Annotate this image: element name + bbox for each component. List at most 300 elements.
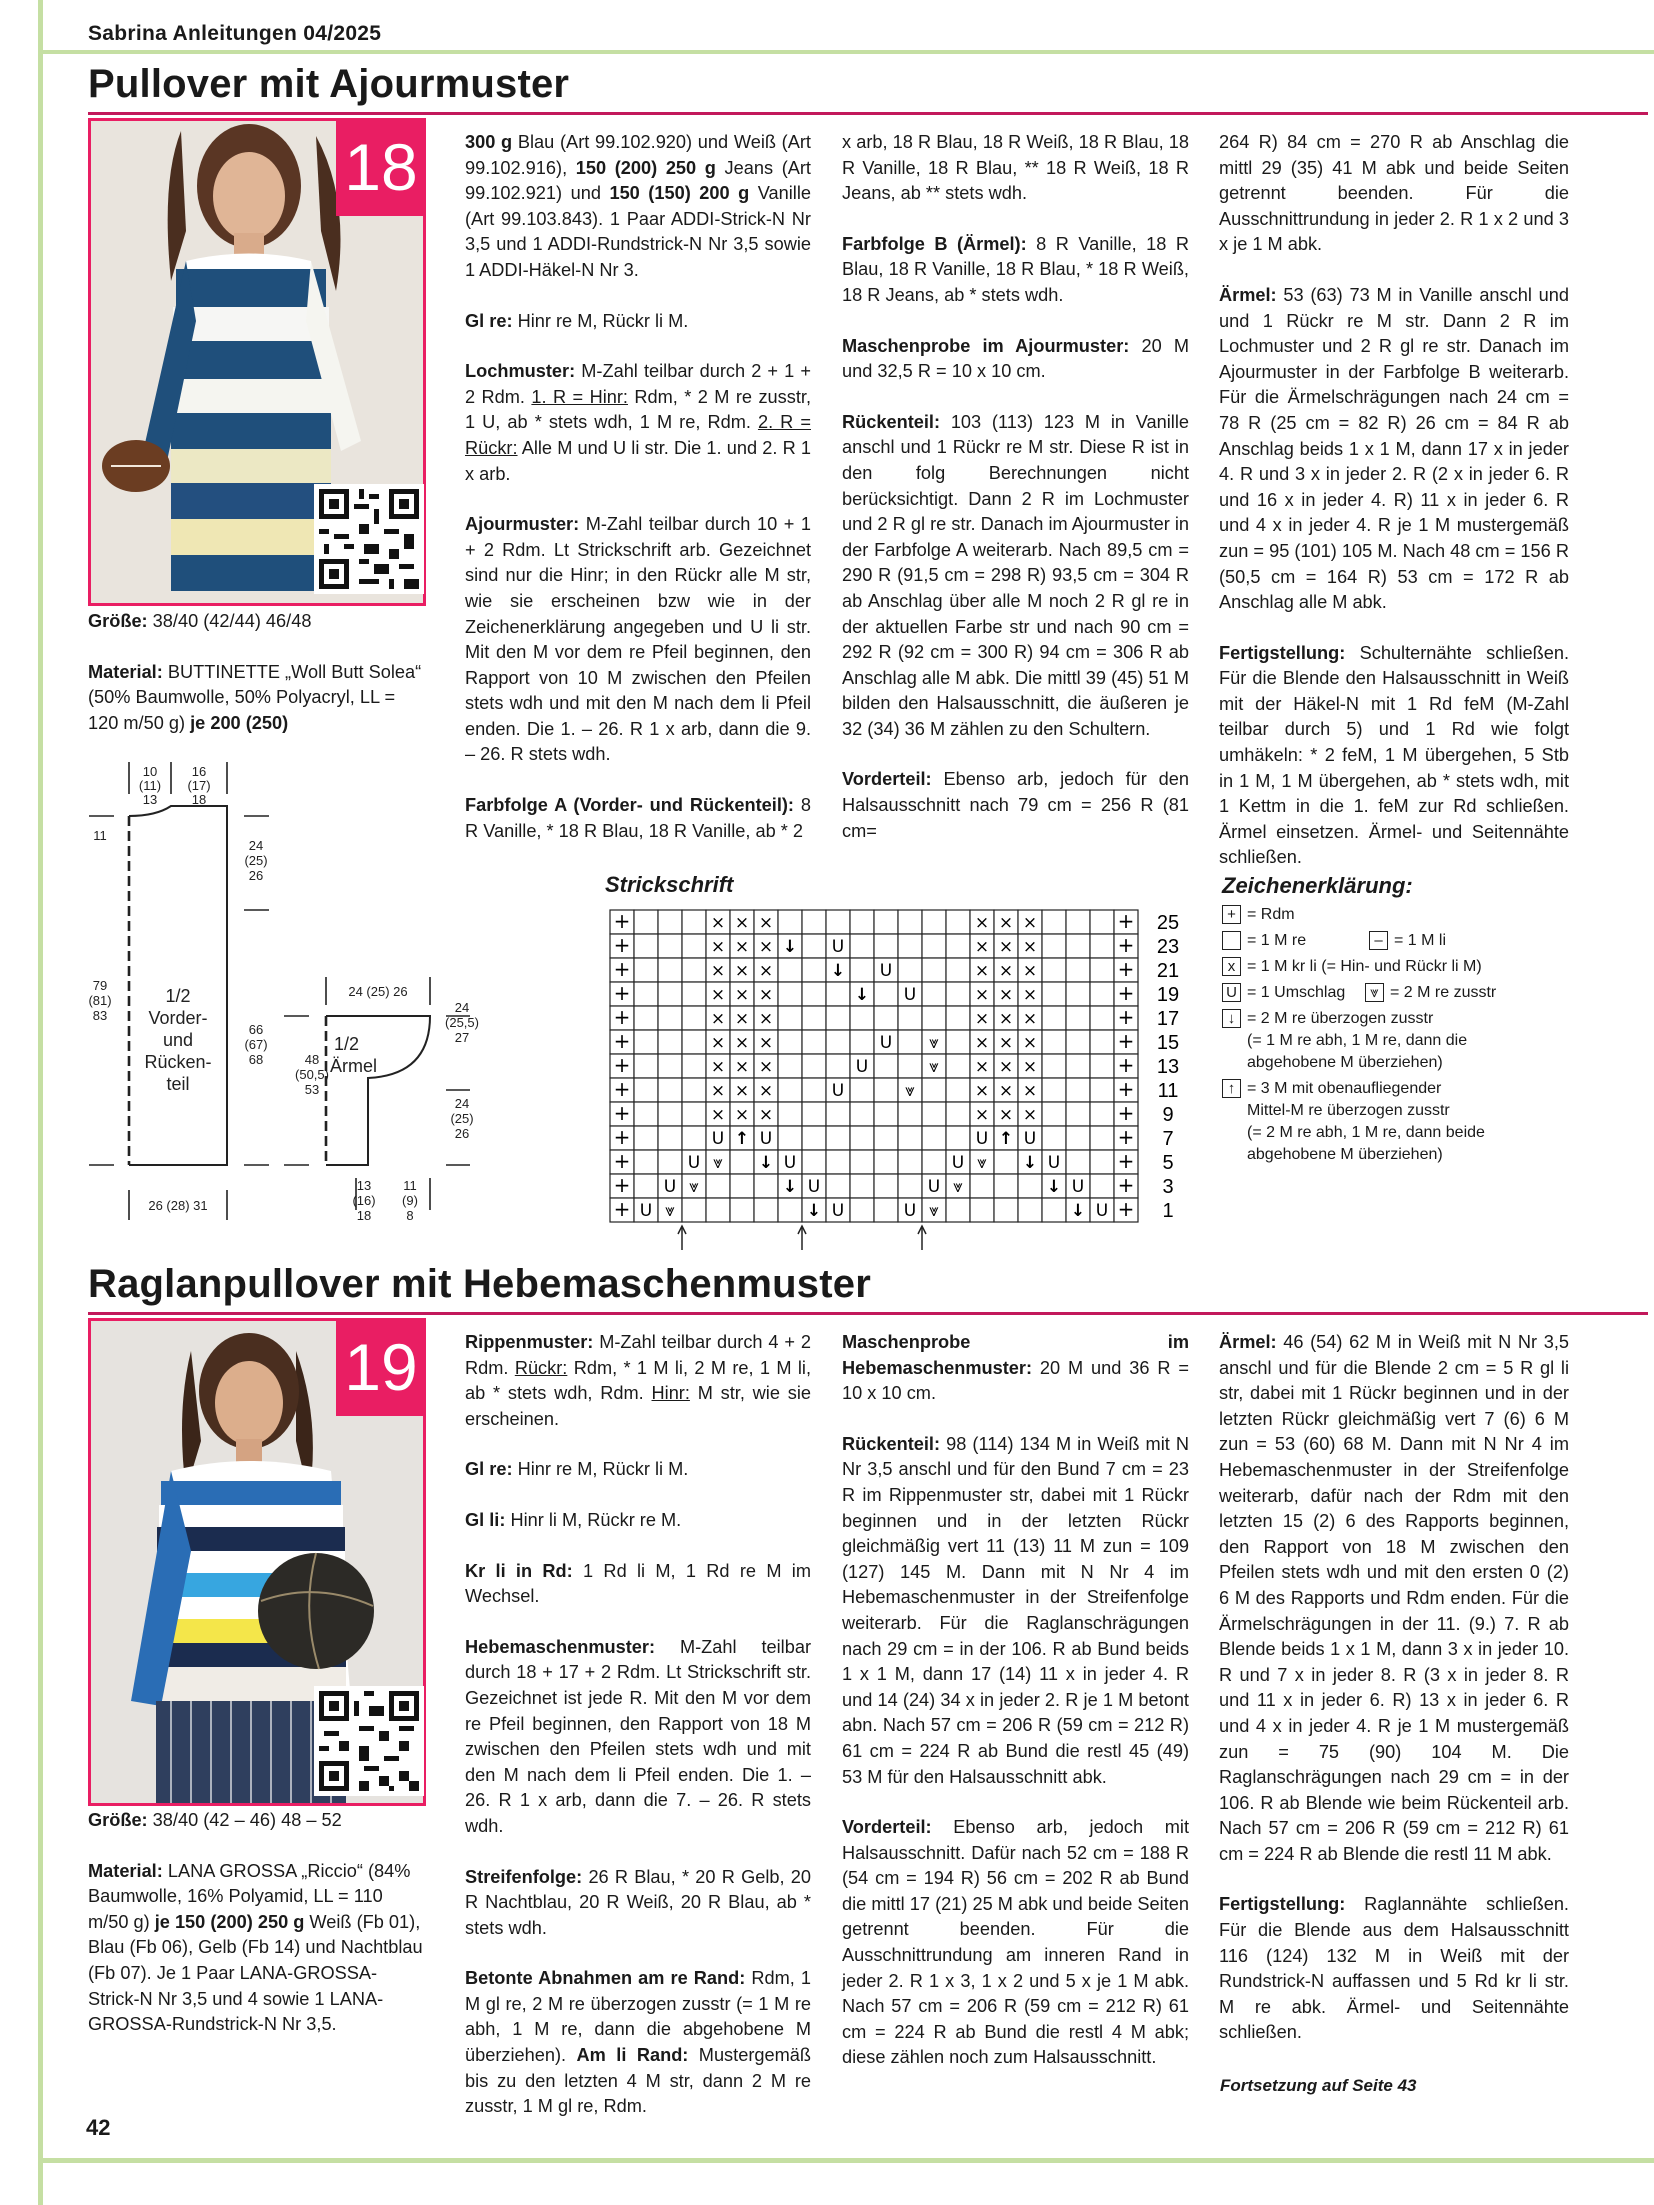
chart-cell-kr-li bbox=[730, 1030, 754, 1054]
aermel-label: Ärmel: bbox=[1219, 284, 1277, 305]
svg-text:+: + bbox=[613, 1029, 631, 1053]
schema-sleeve-right-b-1: (25) bbox=[450, 1111, 474, 1126]
chart-cell-umschlag bbox=[778, 1150, 802, 1174]
glre-text: Hinr re M, Rückr li M. bbox=[512, 310, 689, 331]
magazine-header: Sabrina Anleitungen 04/2025 bbox=[88, 22, 382, 45]
material-text-b: Weiß (Fb 01), Blau (Fb 06), Gelb (Fb 14) und Nachtblau (Fb 07). Je 1 Paar LANA-GROSSA-Strick-N Nr 3,5 und 4 sowie 1 LANA-GROSSA-Rundstrick-N Nr 3,5. bbox=[88, 1911, 423, 2035]
pattern-18-column-2 bbox=[842, 130, 1189, 844]
chart-cell-re bbox=[826, 1102, 850, 1126]
yarn-text-3: Vanille (Art 99.103.843). 1 Paar ADDI-Strick-N Nr 3,5 und 1 ADDI-Rundstrick-N Nr 3,5 sowie 1 ADDI-Häkel-N Nr 3. bbox=[465, 183, 811, 280]
svg-text:×: × bbox=[974, 937, 990, 957]
chart-cell-ueberzogen bbox=[778, 934, 802, 958]
chart-cell-re bbox=[682, 1198, 706, 1222]
chart-cell-re bbox=[1042, 1006, 1066, 1030]
svg-text:11(9)8 bbox=[402, 1178, 418, 1223]
schema-sleeve-right-a-1: (25,5) bbox=[445, 1015, 479, 1030]
svg-text:U: U bbox=[663, 1177, 677, 1197]
glre-label: Gl re: bbox=[465, 310, 513, 331]
pattern-19-column-2 bbox=[842, 1330, 1189, 2071]
schema-body-label-0: 1/2 bbox=[165, 986, 191, 1006]
size-label: Größe: bbox=[88, 611, 148, 631]
pattern-19-qr-code[interactable] bbox=[314, 1686, 424, 1796]
chart-cell-re bbox=[922, 982, 946, 1006]
pattern-18-column-1 bbox=[465, 130, 811, 844]
chart-cell-re bbox=[634, 1054, 658, 1078]
chart-cell-kr-li bbox=[970, 1054, 994, 1078]
lochmuster-row-1: 1. R = Hinr: bbox=[531, 386, 628, 407]
chart-cell-kr-li bbox=[754, 982, 778, 1006]
legend-title: Zeichenerklärung: bbox=[1222, 873, 1413, 898]
rueckenteil-label: Rückenteil: bbox=[842, 1433, 941, 1454]
schema-sleeve-right-a-2: 27 bbox=[454, 1030, 470, 1045]
chart-cell-ueberzogen bbox=[778, 1174, 802, 1198]
chart-cell-kr-li bbox=[994, 982, 1018, 1006]
chart-cell-re bbox=[658, 982, 682, 1006]
svg-text:×: × bbox=[734, 1033, 750, 1053]
chart-cell-re bbox=[754, 1198, 778, 1222]
chart-cell-kr-li bbox=[730, 1102, 754, 1126]
chart-cell-kr-li bbox=[706, 1054, 730, 1078]
svg-text:×: × bbox=[734, 1057, 750, 1077]
chart-cell-re bbox=[802, 934, 826, 958]
chart-cell-re bbox=[730, 1198, 754, 1222]
rippenmuster-text-c: M str, wie sie erscheinen. bbox=[465, 1383, 811, 1429]
glli-text: Hinr li M, Rückr re M. bbox=[505, 1509, 682, 1530]
chart-cell-umschlag bbox=[1090, 1198, 1114, 1222]
chart-cell-re bbox=[826, 1150, 850, 1174]
plus-symbol-icon: + bbox=[1222, 905, 1241, 924]
yarn-amount-1: 300 g bbox=[465, 132, 513, 152]
chart-cell-umschlag bbox=[874, 958, 898, 982]
chart-cell-re bbox=[874, 1174, 898, 1198]
svg-text:×: × bbox=[734, 913, 750, 933]
vorderteil-continued: 264 R) 84 cm = 270 R ab Anschlag die mittl 29 (35) 41 M abk und beide Seiten getrennt beenden. Für die Ausschnittrundung in jeder 2. R 1 x 2 und 3 x je 1 M abk. bbox=[1219, 132, 1569, 255]
svg-text:+: + bbox=[1117, 1197, 1135, 1221]
svg-text:×: × bbox=[758, 1009, 774, 1029]
svg-text:×: × bbox=[974, 913, 990, 933]
schema-left-mid-2: 83 bbox=[92, 1008, 108, 1023]
chart-cell-re bbox=[874, 910, 898, 934]
chart-cell-re bbox=[1042, 1030, 1066, 1054]
svg-text:U: U bbox=[1071, 1177, 1085, 1197]
material-amount: je 200 (250) bbox=[190, 712, 289, 733]
chart-cell-re bbox=[898, 1150, 922, 1174]
chart-cell-re bbox=[1066, 958, 1090, 982]
maschenprobe-label: Maschenprobe im Hebemaschenmuster: bbox=[842, 1332, 1189, 1378]
rippenmuster-text-b: Rdm, * 1 M li, 2 M re, 1 M li, ab * stets wdh, Rdm. bbox=[465, 1357, 812, 1404]
chart-cell-re bbox=[682, 982, 706, 1006]
svg-text:U: U bbox=[879, 1033, 893, 1053]
down-arrow-icon: ↓ bbox=[1222, 1009, 1241, 1028]
lochmuster-text-c: Alle M und U li str. Die 1. und 2. R 1 x arb. bbox=[465, 437, 811, 484]
chart-cell-re bbox=[850, 1102, 874, 1126]
schema-sleeve-bottom-b-2: 8 bbox=[406, 1208, 414, 1223]
chart-cell-re bbox=[874, 1054, 898, 1078]
chart-cell-re-zusstr bbox=[946, 1174, 970, 1198]
chart-cell-re-zusstr bbox=[970, 1150, 994, 1174]
chart-cell-kr-li bbox=[994, 1006, 1018, 1030]
svg-text:×: × bbox=[974, 1105, 990, 1125]
svg-text:+: + bbox=[1117, 1149, 1135, 1173]
svg-text:×: × bbox=[1022, 1033, 1038, 1053]
chart-cell-ueberzogen bbox=[1018, 1150, 1042, 1174]
svg-text:↓: ↓ bbox=[758, 1153, 774, 1173]
svg-text:×: × bbox=[1022, 1009, 1038, 1029]
svg-text:×: × bbox=[974, 1009, 990, 1029]
chart-cell-re bbox=[634, 1126, 658, 1150]
chart-cell-re bbox=[898, 958, 922, 982]
svg-text:66(67)68 bbox=[244, 1022, 267, 1067]
schema-body-label-4: teil bbox=[166, 1074, 190, 1094]
chart-cell-umschlag bbox=[826, 1198, 850, 1222]
svg-text:U: U bbox=[903, 1201, 917, 1221]
svg-text:+: + bbox=[1117, 1005, 1135, 1029]
material-label: Material: bbox=[88, 661, 163, 682]
chart-cell-re bbox=[682, 934, 706, 958]
svg-text:×: × bbox=[758, 937, 774, 957]
svg-text:×: × bbox=[974, 961, 990, 981]
lochmuster-text-b: Rdm, * 2 M re zusstr, 1 U, ab * stets wdh, 1 M re, Rdm. bbox=[465, 386, 811, 433]
chart-cell-re bbox=[1042, 1126, 1066, 1150]
svg-text:×: × bbox=[1022, 1105, 1038, 1125]
svg-text:+: + bbox=[1117, 933, 1135, 957]
schema-sleeve-left-0: 48 bbox=[304, 1052, 320, 1067]
svg-text:↑: ↑ bbox=[734, 1129, 750, 1149]
svg-text:⩔: ⩔ bbox=[713, 1153, 723, 1173]
chart-cell-umschlag bbox=[970, 1126, 994, 1150]
chart-cell-kr-li bbox=[1018, 934, 1042, 958]
legend-zusstr: = 2 M re zusstr bbox=[1390, 984, 1497, 1001]
chart-cell-re bbox=[1066, 1126, 1090, 1150]
chart-cell-re bbox=[946, 982, 970, 1006]
chart-cell-kr-li bbox=[754, 910, 778, 934]
chart-cell-re bbox=[850, 1198, 874, 1222]
chart-cell-re bbox=[658, 958, 682, 982]
chart-cell-re bbox=[994, 1150, 1018, 1174]
page-number: 42 bbox=[86, 2115, 111, 2140]
chart-cell-re bbox=[946, 1198, 970, 1222]
chart-cell-umschlag bbox=[634, 1198, 658, 1222]
chart-row-number: 11 bbox=[1157, 1080, 1179, 1102]
pattern-18-column-3 bbox=[1219, 130, 1569, 871]
pattern-19-title: Raglanpullover mit Hebemaschenmuster bbox=[88, 1262, 871, 1306]
chart-cell-re bbox=[1042, 910, 1066, 934]
chart-cell-re bbox=[658, 910, 682, 934]
svg-text:×: × bbox=[1022, 985, 1038, 1005]
chart-cell-re bbox=[778, 1102, 802, 1126]
legend-re: = 1 M re bbox=[1247, 932, 1307, 949]
svg-text:×: × bbox=[710, 937, 726, 957]
chart-cell-re bbox=[1066, 934, 1090, 958]
svg-text:+: + bbox=[613, 981, 631, 1005]
chart-cell-rdm bbox=[1114, 1197, 1138, 1222]
svg-text:↓: ↓ bbox=[1070, 1201, 1086, 1221]
svg-text:+: + bbox=[613, 1173, 631, 1197]
am-li-rand-text: Mustergemäß bis zu den letzten 4 M str, dann 2 M re zusstr, 1 M gl re, Rdm. bbox=[465, 2045, 811, 2117]
chart-cell-re bbox=[778, 1198, 802, 1222]
page-frame-bottom bbox=[38, 2158, 1654, 2163]
chart-cell-re bbox=[1018, 1174, 1042, 1198]
chart-cell-re bbox=[682, 1006, 706, 1030]
chart-cell-re bbox=[898, 1054, 922, 1078]
chart-cell-re bbox=[946, 958, 970, 982]
legend-li: = 1 M li bbox=[1394, 932, 1447, 949]
chart-cell-re bbox=[778, 1078, 802, 1102]
chart-cell-re bbox=[994, 1174, 1018, 1198]
schema-right-mid-2: 68 bbox=[248, 1052, 264, 1067]
svg-text:16(17)18 bbox=[187, 764, 210, 807]
chart-cell-kr-li bbox=[994, 910, 1018, 934]
chart-cell-re bbox=[1042, 934, 1066, 958]
chart-cell-re bbox=[970, 1174, 994, 1198]
chart-cell-re bbox=[658, 934, 682, 958]
material-label: Material: bbox=[88, 1860, 163, 1881]
chart-row-number: 7 bbox=[1162, 1128, 1174, 1150]
chart-cell-rdm bbox=[610, 1077, 634, 1102]
svg-text:+: + bbox=[1117, 1029, 1135, 1053]
svg-text:×: × bbox=[1022, 1081, 1038, 1101]
chart-cell-re bbox=[946, 1102, 970, 1126]
repeat-start-arrow bbox=[678, 1226, 686, 1250]
repeat-end-arrow bbox=[798, 1226, 806, 1250]
up-arrow-icon: ↑ bbox=[1222, 1079, 1241, 1098]
chart-cell-kr-li bbox=[706, 982, 730, 1006]
schema-sleeve-right-b-0: 24 bbox=[454, 1096, 470, 1111]
svg-text:⩔: ⩔ bbox=[929, 1033, 939, 1053]
pattern-18-title: Pullover mit Ajourmuster bbox=[88, 62, 570, 106]
aermel-label: Ärmel: bbox=[1219, 1332, 1277, 1352]
pattern-19-column-1 bbox=[465, 1330, 811, 2120]
yarn-text-2: Jeans (Art 99.102.921) und bbox=[465, 157, 811, 204]
rueckenteil-text: 98 (114) 134 M in Weiß mit N Nr 3,5 anschl und für den Bund 7 cm = 23 R im Rippenmuster str, dabei mit 1 Rückr beginnen und in der letzten Rückr gleichmäßig vert 11 (13) 11 M zun = 109 (127) 145 M. Dann mit N Nr 4 im Hebemaschenmuster in der Streifenfolge weiterarb. Für die Raglanschrägungen nach 29 cm = in der 106. R ab Bund beids 1 x 1 M, dann 17 (14) 11 x in jeder 4. R und 14 (24) 34 x in jeder 2. R je 1 M betont abn. Nach 57 cm = 206 R (59 cm = 212 R) 61 cm = 224 R ab Bund die restl 45 (49) 53 M für den Halsausschnitt abk. bbox=[842, 1433, 1189, 1787]
vorderteil-text: Ebenso arb, jedoch mit Halsausschnitt. Dafür nach 52 cm = 188 R (54 cm = 194 R) 56 cm = 202 R ab Bund die mittl 17 (21) 25 M abk und beide Seiten getrennt beenden. Für die Ausschnittrundung am inneren Rand in jeder 2. R 1 x 3, 1 x 2 und 5 x je 1 M abk. Nach 57 cm = 206 R (59 cm = 212 R) 61 cm = 224 R ab Bund die restl 4 M abk; diese zählen noch zum Halsausschnitt. bbox=[842, 1817, 1189, 2068]
chart-cell-re bbox=[1090, 1006, 1114, 1030]
chart-cell-re bbox=[874, 934, 898, 958]
chart-cell-re bbox=[634, 982, 658, 1006]
chart-row-number: 1 bbox=[1162, 1200, 1174, 1222]
chart-cell-umschlag bbox=[874, 1030, 898, 1054]
glre-label: Gl re: bbox=[465, 1459, 513, 1480]
page-frame-top bbox=[38, 50, 1654, 54]
chart-cell-re bbox=[1090, 1030, 1114, 1054]
chart-cell-re bbox=[922, 1006, 946, 1030]
chart-cell-ueberzogen bbox=[1066, 1198, 1090, 1222]
chart-cell-re bbox=[922, 910, 946, 934]
chart-cell-re bbox=[946, 1078, 970, 1102]
chart-cell-rdm bbox=[1114, 1053, 1138, 1078]
chart-cell-re bbox=[1042, 958, 1066, 982]
chart-cell-kr-li bbox=[1018, 1078, 1042, 1102]
chart-row-number: 13 bbox=[1156, 1056, 1180, 1078]
chart-cell-re bbox=[922, 1150, 946, 1174]
chart-cell-re bbox=[682, 1054, 706, 1078]
rippenmuster-rueckr: Rückr: bbox=[514, 1357, 568, 1378]
yarn-amount-3: 150 (150) 200 g bbox=[609, 183, 750, 204]
chart-cell-rdm bbox=[610, 1173, 634, 1198]
krli-text: 1 Rd li M, 1 Rd re M im Wechsel. bbox=[465, 1560, 811, 1607]
chart-cell-re bbox=[1090, 1126, 1114, 1150]
schema-left-mid-0: 79 bbox=[92, 978, 108, 993]
chart-cell-re bbox=[898, 934, 922, 958]
chart-cell-re bbox=[850, 958, 874, 982]
chart-cell-rdm bbox=[1114, 1005, 1138, 1030]
chart-cell-re bbox=[634, 958, 658, 982]
chart-cell-kr-li bbox=[730, 934, 754, 958]
chart-cell-rdm bbox=[1114, 957, 1138, 982]
continuation-note[interactable]: Fortsetzung auf Seite 43 bbox=[1220, 2076, 1417, 2095]
schema-right-mid-0: 66 bbox=[248, 1022, 264, 1037]
chart-cell-umschlag bbox=[946, 1150, 970, 1174]
svg-text:1/2Ärmel bbox=[330, 1034, 377, 1076]
chart-cell-re bbox=[778, 982, 802, 1006]
chart-cell-re bbox=[1066, 1078, 1090, 1102]
pattern-18-size-material bbox=[88, 609, 428, 736]
svg-text:+: + bbox=[613, 1101, 631, 1125]
chart-cell-kr-li bbox=[994, 1030, 1018, 1054]
chart-cell-re bbox=[946, 1030, 970, 1054]
size-value: 38/40 (42/44) 46/48 bbox=[147, 611, 312, 631]
svg-text:×: × bbox=[734, 1105, 750, 1125]
chart-cell-re bbox=[634, 1150, 658, 1174]
strickschrift-title: Strickschrift bbox=[605, 872, 734, 897]
chart-cell-re bbox=[1066, 982, 1090, 1006]
svg-text:×: × bbox=[1022, 937, 1038, 957]
svg-text:U: U bbox=[927, 1177, 941, 1197]
chart-cell-re bbox=[1090, 982, 1114, 1006]
repeat-end-arrow bbox=[918, 1226, 926, 1250]
chart-cell-re bbox=[802, 910, 826, 934]
rippenmuster-label: Rippenmuster: bbox=[465, 1332, 594, 1352]
farbfolge-b-label: Farbfolge B (Ärmel): bbox=[842, 233, 1027, 254]
svg-text:1/2Vorder-undRücken-teil bbox=[144, 986, 211, 1094]
svg-text:×: × bbox=[974, 1033, 990, 1053]
chart-cell-umschlag bbox=[706, 1126, 730, 1150]
svg-text:↓: ↓ bbox=[782, 937, 798, 957]
legend-drei-2: Mittel-M re überzogen zusstr bbox=[1247, 1102, 1450, 1119]
chart-cell-re bbox=[634, 910, 658, 934]
farbfolge-a-continued: x arb, 18 R Blau, 18 R Weiß, 18 R Blau, 18 R Vanille, 18 R Blau, ** 18 R Weiß, 18 R Jeans, ab ** stets wdh. bbox=[842, 132, 1189, 204]
chart-cell-rdm bbox=[610, 1149, 634, 1174]
svg-text:⩔: ⩔ bbox=[905, 1081, 915, 1101]
chart-cell-umschlag bbox=[922, 1174, 946, 1198]
farbfolge-a-text: 8 R Vanille, * 18 R Blau, 18 R Vanille, ab * 2 bbox=[465, 795, 812, 841]
chart-cell-re bbox=[946, 934, 970, 958]
schema-right-top-2: 26 bbox=[248, 868, 264, 883]
chart-cell-re bbox=[850, 1006, 874, 1030]
svg-text:×: × bbox=[710, 1105, 726, 1125]
chart-cell-kr-li bbox=[754, 1030, 778, 1054]
maschenprobe-label: Maschenprobe im Ajourmuster: bbox=[842, 335, 1130, 356]
svg-text:⩔: ⩔ bbox=[977, 1153, 987, 1173]
chart-cell-re bbox=[1066, 1054, 1090, 1078]
svg-text:↑: ↑ bbox=[998, 1129, 1014, 1149]
chart-cell-rdm bbox=[610, 1197, 634, 1222]
chart-cell-re bbox=[1042, 1078, 1066, 1102]
chart-cell-re-zusstr bbox=[706, 1150, 730, 1174]
chart-cell-re bbox=[634, 1030, 658, 1054]
chart-cell-ueberzogen bbox=[802, 1198, 826, 1222]
schema-sleeve-bottom-a-1: (16) bbox=[352, 1193, 376, 1208]
svg-text:U: U bbox=[831, 1081, 845, 1101]
svg-text:U: U bbox=[831, 937, 845, 957]
chart-cell-kr-li bbox=[970, 910, 994, 934]
chart-cell-rdm bbox=[610, 1053, 634, 1078]
chart-cell-re bbox=[730, 1150, 754, 1174]
chart-cell-re bbox=[922, 1078, 946, 1102]
chart-cell-re bbox=[802, 1126, 826, 1150]
svg-text:U: U bbox=[1095, 1201, 1109, 1221]
svg-text:×: × bbox=[734, 961, 750, 981]
ajourmuster-label: Ajourmuster: bbox=[465, 514, 580, 535]
yarn-amount-2: 150 (200) 250 g bbox=[575, 157, 716, 178]
rippenmuster-text-a: M-Zahl teilbar durch 4 + 2 Rdm. bbox=[465, 1332, 811, 1378]
chart-cell-rdm bbox=[610, 1101, 634, 1126]
chart-cell-re bbox=[658, 1126, 682, 1150]
schema-left-top: 11 bbox=[93, 828, 107, 843]
schema-top-a-0: 10 bbox=[142, 764, 158, 779]
svg-text:×: × bbox=[998, 1081, 1014, 1101]
chart-cell-drei-zusstr bbox=[994, 1126, 1018, 1150]
chart-cell-re bbox=[1042, 982, 1066, 1006]
chart-cell-re bbox=[1042, 1198, 1066, 1222]
chart-cell-kr-li bbox=[730, 910, 754, 934]
chart-cell-re bbox=[994, 1198, 1018, 1222]
chart-cell-kr-li bbox=[754, 958, 778, 982]
chart-cell-re bbox=[802, 1150, 826, 1174]
chart-cell-kr-li bbox=[970, 1078, 994, 1102]
chart-cell-re bbox=[1066, 1030, 1090, 1054]
svg-text:⩔: ⩔ bbox=[929, 1057, 939, 1077]
chart-cell-re bbox=[658, 1054, 682, 1078]
schema-top-a-2: 13 bbox=[142, 792, 158, 807]
pattern-18-qr-code[interactable] bbox=[314, 484, 424, 594]
chart-cell-ueberzogen bbox=[1042, 1174, 1066, 1198]
svg-text:×: × bbox=[710, 913, 726, 933]
fertigstellung-text: Schulternähte schließen. Für die Blende den Halsausschnitt in Weiß mit der Häkel-N mit 1 Rd feM (M-Zahl teilbar durch 5) und 1 Rd wie folgt umhäkeln: * 2 feM, 1 M übergehen, 5 Stb in 1 M, 1 M übergehen, ab * stets wdh, mit 1 Kettm in die 1. feM zur Rd schließen. Ärmel einsetzen. Ärmel- und Seitennähte schließen. bbox=[1219, 642, 1569, 868]
pattern-19-rule bbox=[88, 1312, 1648, 1315]
pattern-19-size-material bbox=[88, 1808, 428, 2038]
chart-cell-kr-li bbox=[1018, 1102, 1042, 1126]
chart-cell-re bbox=[922, 1126, 946, 1150]
chart-cell-re bbox=[898, 1126, 922, 1150]
chart-cell-kr-li bbox=[706, 910, 730, 934]
fertigstellung-label: Fertigstellung: bbox=[1219, 1894, 1346, 1915]
chart-cell-re bbox=[850, 1174, 874, 1198]
chart-cell-re bbox=[802, 1102, 826, 1126]
chart-row-number: 25 bbox=[1156, 912, 1180, 934]
chart-cell-re bbox=[1090, 934, 1114, 958]
rippenmuster-hinr: Hinr: bbox=[651, 1383, 690, 1404]
material-text-a: LANA GROSSA „Riccio“ (84% Baumwolle, 16% Polyamid, LL = 110 m/50 g) bbox=[88, 1860, 411, 1932]
chart-cell-re bbox=[946, 1054, 970, 1078]
svg-text:×: × bbox=[1022, 961, 1038, 981]
chart-cell-rdm bbox=[1114, 1149, 1138, 1174]
legend-drei-3: (= 2 M re abh, 1 M re, dann beide bbox=[1247, 1124, 1485, 1141]
svg-text:×: × bbox=[758, 1057, 774, 1077]
svg-text:U: U bbox=[711, 1129, 725, 1149]
chart-cell-re bbox=[946, 910, 970, 934]
schema-right-mid-1: (67) bbox=[244, 1037, 268, 1052]
svg-text:+: + bbox=[613, 1077, 631, 1101]
svg-text:24(25)26 bbox=[244, 838, 267, 883]
chart-cell-kr-li bbox=[970, 1030, 994, 1054]
chart-cell-rdm bbox=[1114, 933, 1138, 958]
chart-cell-re bbox=[682, 1030, 706, 1054]
svg-text:U: U bbox=[687, 1153, 701, 1173]
schema-sleeve-top: 24 (25) 26 bbox=[348, 984, 408, 999]
chart-cell-re bbox=[1090, 958, 1114, 982]
chart-cell-re bbox=[658, 1102, 682, 1126]
